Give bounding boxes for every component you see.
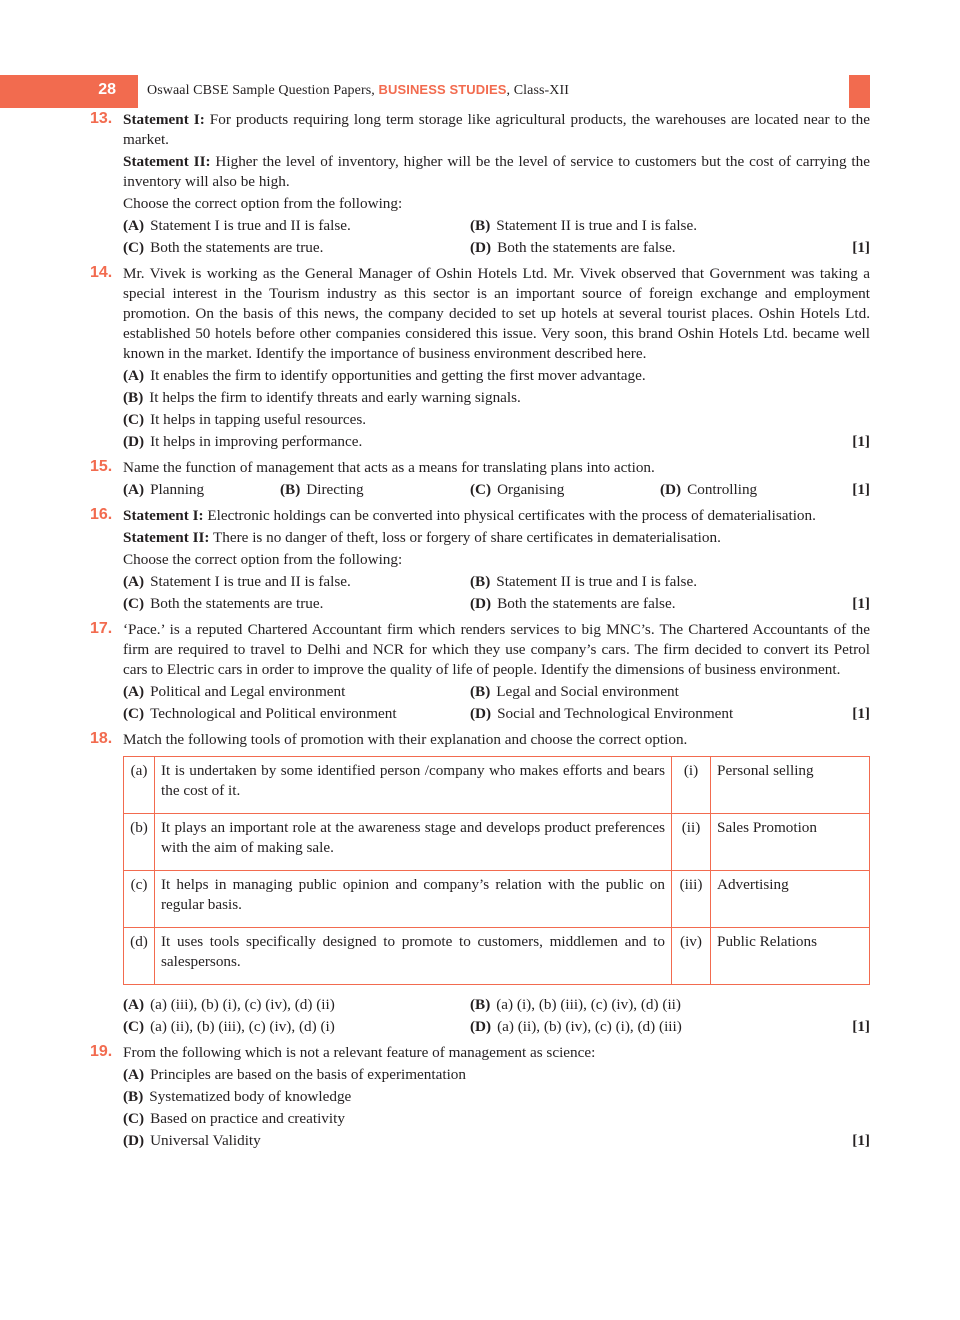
question-13 [90, 110, 870, 258]
option-a[interactable] [123, 682, 470, 702]
option-b[interactable] [470, 572, 840, 592]
question-number: 17. [90, 620, 113, 637]
option-text: (a) (i), (b) (iii), (c) (iv), (d) (ii) [496, 996, 681, 1013]
options [123, 1065, 870, 1151]
options [123, 480, 870, 500]
option-c[interactable] [470, 480, 660, 500]
option-text: It enables the firm to identify opportunities and getting the first mover advantage. [150, 367, 646, 384]
option-label: (C) [123, 1110, 145, 1127]
option-label: (C) [123, 239, 145, 256]
match-table [123, 756, 870, 985]
option-a[interactable] [123, 480, 280, 500]
option-label: (D) [123, 433, 145, 450]
option-label: (C) [123, 705, 145, 722]
row-description: It helps in managing public opinion and company’s relation with the public on regular basis. [155, 871, 672, 928]
statement-label: Statement II: [123, 153, 211, 170]
running-title [147, 82, 569, 99]
option-label: (A) [123, 481, 145, 498]
running-title-subject: BUSINESS STUDIES [378, 82, 507, 97]
option-d[interactable] [123, 1131, 840, 1151]
option-c[interactable] [123, 410, 840, 430]
statement-label: Statement II: [123, 529, 210, 546]
option-d[interactable] [123, 432, 840, 452]
row-numeral: (ii) [672, 814, 711, 871]
option-label: (A) [123, 217, 145, 234]
page-number-box [0, 75, 138, 108]
question-number: 19. [90, 1043, 113, 1060]
option-text: Both the statements are false. [497, 595, 676, 612]
row-key: (c) [124, 871, 155, 928]
option-label: (B) [280, 481, 301, 498]
option-a[interactable] [123, 366, 840, 386]
option-label: (A) [123, 367, 145, 384]
question-prompt: Choose the correct option from the following: [123, 195, 403, 212]
option-label: (B) [123, 389, 144, 406]
option-text: Systematized body of knowledge [149, 1088, 352, 1105]
page-number: 28 [98, 81, 116, 98]
row-numeral: (i) [672, 757, 711, 814]
option-a[interactable] [123, 995, 470, 1015]
marks: [1] [852, 1018, 870, 1035]
option-label: (D) [470, 239, 492, 256]
table-row [124, 871, 870, 928]
row-key: (d) [124, 928, 155, 985]
row-description: It plays an important role at the awareness stage and develops product preferences with the aim of making sale. [155, 814, 672, 871]
table-row [124, 928, 870, 985]
question-text: From the following which is not a relevant feature of management as science: [123, 1044, 596, 1061]
option-label: (C) [470, 481, 492, 498]
statement-text: Higher the level of inventory, higher will be the level of service to customers but the cost of carrying the inventory will also be high. [123, 153, 870, 190]
option-text: It helps in tapping useful resources. [150, 411, 367, 428]
question-text: Match the following tools of promotion with their explanation and choose the correct option. [123, 731, 688, 748]
option-label: (B) [470, 996, 491, 1013]
option-label: (A) [123, 1066, 145, 1083]
row-description: It uses tools specifically designed to promote to customers, middlemen and to salespersons. [155, 928, 672, 985]
option-text: (a) (ii), (b) (iv), (c) (i), (d) (iii) [497, 1018, 682, 1035]
option-label: (D) [660, 481, 682, 498]
statement-text: For products requiring long term storage like agricultural products, the warehouses are located near to the market. [123, 111, 870, 148]
statement-text: Electronic holdings can be converted into physical certificates with the process of dematerialisation. [203, 507, 816, 524]
option-d[interactable] [470, 704, 840, 724]
marks: [1] [852, 239, 870, 256]
option-label: (A) [123, 683, 145, 700]
options [123, 572, 870, 614]
question-number: 15. [90, 458, 113, 475]
option-b[interactable] [280, 480, 470, 500]
option-label: (C) [123, 595, 145, 612]
option-c[interactable] [123, 1017, 470, 1037]
question-18 [90, 730, 870, 1037]
marks: [1] [852, 1132, 870, 1149]
option-text: Political and Legal environment [150, 683, 346, 700]
option-text: Legal and Social environment [496, 683, 679, 700]
option-text: Statement I is true and II is false. [150, 573, 351, 590]
option-label: (D) [123, 1132, 145, 1149]
option-b[interactable] [123, 388, 840, 408]
marks: [1] [852, 433, 870, 450]
question-19 [90, 1043, 870, 1151]
question-number: 14. [90, 264, 113, 281]
option-c[interactable] [123, 238, 470, 258]
option-label: (C) [123, 411, 145, 428]
option-text: (a) (ii), (b) (iii), (c) (iv), (d) (i) [150, 1018, 335, 1035]
statement-label: Statement I: [123, 507, 204, 524]
option-d[interactable] [470, 238, 840, 258]
option-label: (B) [470, 217, 491, 234]
question-prompt: Choose the correct option from the following: [123, 551, 403, 568]
questions-content [90, 110, 870, 1157]
question-14 [90, 264, 870, 452]
option-label: (B) [470, 683, 491, 700]
statement-2 [123, 152, 870, 192]
option-b[interactable] [470, 682, 840, 702]
option-d[interactable] [660, 480, 840, 500]
row-key: (b) [124, 814, 155, 871]
row-numeral: (iv) [672, 928, 711, 985]
row-description: It is undertaken by some identified person /company who makes efforts and bears the cost of it. [155, 757, 672, 814]
row-key: (a) [124, 757, 155, 814]
row-numeral: (iii) [672, 871, 711, 928]
question-number: 16. [90, 506, 113, 523]
statement-1 [123, 506, 870, 526]
running-title-prefix: Oswaal CBSE Sample Question Papers, [147, 83, 379, 98]
statement-2 [123, 528, 870, 548]
option-text: It helps the firm to identify threats and early warning signals. [149, 389, 521, 406]
option-text: Both the statements are true. [150, 595, 324, 612]
option-text: Based on practice and creativity [150, 1110, 345, 1127]
option-label: (D) [470, 1018, 492, 1035]
option-label: (A) [123, 573, 145, 590]
row-tool: Public Relations [711, 928, 870, 985]
marks: [1] [852, 481, 870, 498]
option-b[interactable] [123, 1087, 840, 1107]
option-text: Both the statements are false. [497, 239, 676, 256]
option-label: (D) [470, 705, 492, 722]
options [123, 995, 870, 1037]
statement-label: Statement I: [123, 111, 205, 128]
question-number: 13. [90, 110, 113, 127]
question-text: ‘Pace.’ is a reputed Chartered Accountant firm which renders services to big MNC’s. The Chartered Accountants of the firm are required to travel to Delhi and NCR for which they use company’s cars. The firm decided to convert its Petrol cars to Electric cars in order to improve the quality of life of people. Identify the dimensions of business environment. [123, 621, 870, 678]
option-text: Universal Validity [150, 1132, 261, 1149]
option-d[interactable] [470, 1017, 840, 1037]
option-d[interactable] [470, 594, 840, 614]
option-text: Principles are based on the basis of experimentation [150, 1066, 466, 1083]
marks: [1] [852, 595, 870, 612]
row-tool: Sales Promotion [711, 814, 870, 871]
option-text: Directing [306, 481, 364, 498]
option-a[interactable] [123, 572, 470, 592]
question-number: 18. [90, 730, 113, 747]
options [123, 366, 870, 452]
option-label: (C) [123, 1018, 145, 1035]
question-15 [90, 458, 870, 500]
option-label: (B) [123, 1088, 144, 1105]
option-c[interactable] [123, 704, 470, 724]
statement-1 [123, 110, 870, 150]
option-label: (A) [123, 996, 145, 1013]
option-text: Statement I is true and II is false. [150, 217, 351, 234]
row-tool: Personal selling [711, 757, 870, 814]
option-text: Technological and Political environment [150, 705, 397, 722]
option-c[interactable] [123, 594, 470, 614]
option-text: Statement II is true and I is false. [496, 573, 698, 590]
option-label: (D) [470, 595, 492, 612]
table-row [124, 814, 870, 871]
option-text: It helps in improving performance. [150, 433, 363, 450]
option-a[interactable] [123, 1065, 840, 1085]
option-text: Planning [150, 481, 205, 498]
option-c[interactable] [123, 1109, 840, 1129]
marks: [1] [852, 705, 870, 722]
statement-text: There is no danger of theft, loss or forgery of share certificates in dematerialisation. [209, 529, 721, 546]
option-text: Organising [497, 481, 565, 498]
option-label: (B) [470, 573, 491, 590]
option-text: (a) (iii), (b) (i), (c) (iv), (d) (ii) [150, 996, 335, 1013]
options [123, 682, 870, 724]
header-tab [849, 75, 870, 108]
table-row [124, 757, 870, 814]
question-text: Name the function of management that acts as a means for translating plans into action. [123, 459, 655, 476]
question-text: Mr. Vivek is working as the General Manager of Oshin Hotels Ltd. Mr. Vivek observed that Government was taking a special interest in the Tourism industry as this sector is an important source of foreign exchange and employment promotion. On the basis of this news, the company decided to set up hotels at several tourist places. Oshin Hotels Ltd. established 50 hotels before other companies considered this issue. Very soon, this brand Oshin Hotels Ltd. became well known in the market. Identify the importance of business environment described here. [123, 265, 870, 362]
running-title-suffix: , Class-XII [506, 83, 570, 98]
option-text: Both the statements are true. [150, 239, 324, 256]
question-17 [90, 620, 870, 724]
options [123, 216, 870, 258]
option-text: Social and Technological Environment [497, 705, 734, 722]
question-16 [90, 506, 870, 614]
option-text: Controlling [687, 481, 758, 498]
page-header [0, 75, 960, 108]
option-a[interactable] [123, 216, 470, 236]
option-b[interactable] [470, 216, 840, 236]
option-text: Statement II is true and I is false. [496, 217, 698, 234]
row-tool: Advertising [711, 871, 870, 928]
option-b[interactable] [470, 995, 840, 1015]
